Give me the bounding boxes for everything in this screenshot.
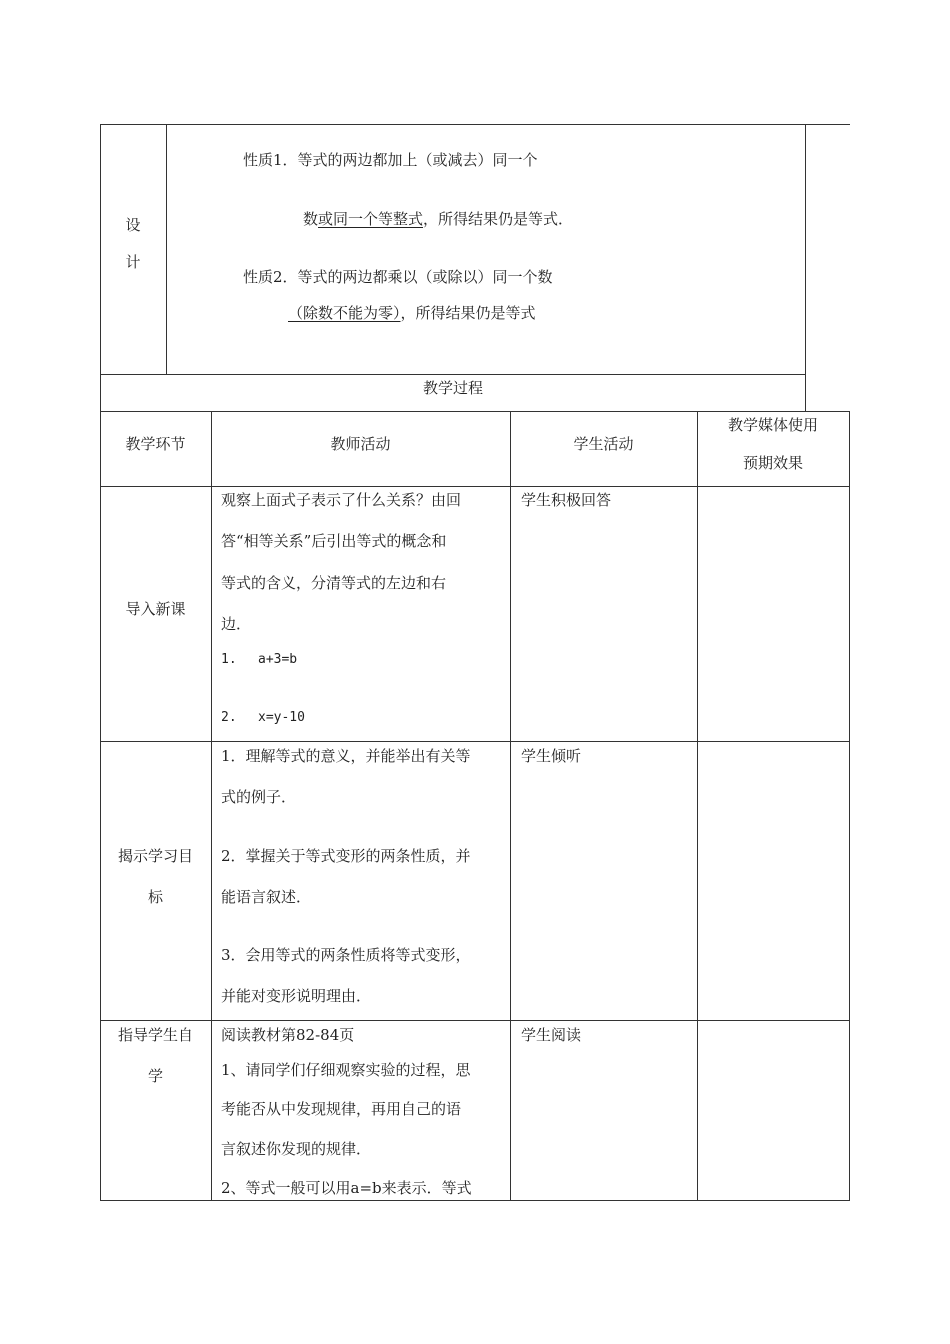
teacher-line: 观察上面式子表示了什么关系？由回 — [221, 491, 462, 509]
rule-col3 — [697, 411, 698, 1201]
design-label-char-1: 设 — [125, 216, 141, 234]
teacher-line: 并能对变形说明理由． — [221, 987, 372, 1005]
header-media-line-2: 预期效果 — [742, 454, 803, 472]
student-cell: 学生积极回答 — [521, 491, 612, 509]
teacher-line: 等式的含义，分清等式的左边和右 — [221, 574, 447, 592]
rule-design-bottom — [100, 374, 806, 375]
teacher-line: 3．会用等式的两条性质将等式变形， — [221, 946, 471, 964]
design-label-char-2: 计 — [125, 253, 141, 271]
rule-bottom — [100, 1200, 850, 1201]
rule-row2-bottom — [100, 1020, 850, 1021]
teacher-line: 言叙述你发现的规律． — [221, 1140, 372, 1158]
stage-cell-line: 揭示学习目 — [117, 847, 193, 865]
teacher-line: 1、请同学们仔细观察实验的过程，思 — [221, 1061, 471, 1079]
rule-right-upper — [805, 124, 806, 412]
property-1-line-2 — [303, 209, 573, 229]
student-cell: 学生阅读 — [521, 1026, 582, 1044]
header-media-line-1: 教学媒体使用 — [727, 416, 818, 434]
teacher-line: 阅读教材第82-84页 — [221, 1026, 355, 1044]
property-2-line-1: 性质2．等式的两边都乘以（或除以）同一个数 — [243, 268, 553, 286]
teacher-line: 2、等式一般可以用a=b来表示．等式 — [221, 1179, 472, 1197]
teacher-line: 能语言叙述． — [221, 888, 312, 906]
rule-top — [100, 124, 850, 125]
example-number: 1. — [221, 652, 237, 667]
rule-right-lower — [849, 411, 850, 1201]
example-expression: a+3=b — [258, 652, 298, 667]
rule-header-bottom — [100, 486, 850, 487]
stage-cell-line: 学 — [147, 1067, 163, 1085]
teacher-line: 答“相等关系”后引出等式的概念和 — [221, 532, 447, 550]
example-expression: x=y-10 — [258, 710, 305, 725]
teacher-line: 2．掌握关于等式变形的两条性质，并 — [221, 847, 471, 865]
property-1-underlined: 或同一个等整式 — [318, 210, 424, 228]
teacher-line: 式的例子． — [221, 788, 297, 806]
rule-design-label — [166, 124, 167, 374]
header-student: 学生活动 — [573, 435, 634, 453]
header-teacher: 教师活动 — [330, 435, 391, 453]
property-2-line-2 — [288, 303, 536, 323]
rule-col1 — [211, 411, 212, 1201]
rule-row1-bottom — [100, 741, 850, 742]
property-1-word: 数 — [303, 210, 319, 228]
stage-cell: 导入新课 — [125, 600, 186, 618]
property-2-tail: ，所得结果仍是等式 — [400, 304, 536, 322]
rule-col2 — [510, 411, 511, 1201]
property-1-tail: ，所得结果仍是等式． — [423, 210, 574, 228]
stage-cell-line: 标 — [147, 888, 163, 906]
property-1-line-1: 性质1．等式的两边都加上（或减去）同一个 — [243, 151, 538, 169]
stage-cell-line: 指导学生自 — [117, 1026, 193, 1044]
teacher-line: 1．理解等式的意义，并能举出有关等 — [221, 747, 471, 765]
process-title: 教学过程 — [422, 379, 483, 397]
header-stage: 教学环节 — [125, 435, 186, 453]
student-cell: 学生倾听 — [521, 747, 582, 765]
teacher-line: 边． — [221, 615, 252, 633]
property-2-underlined: （除数不能为零） — [288, 304, 401, 322]
example-number: 2. — [221, 710, 237, 725]
rule-process-title-bottom — [100, 411, 850, 412]
teacher-line: 考能否从中发现规律，再用自己的语 — [221, 1100, 462, 1118]
